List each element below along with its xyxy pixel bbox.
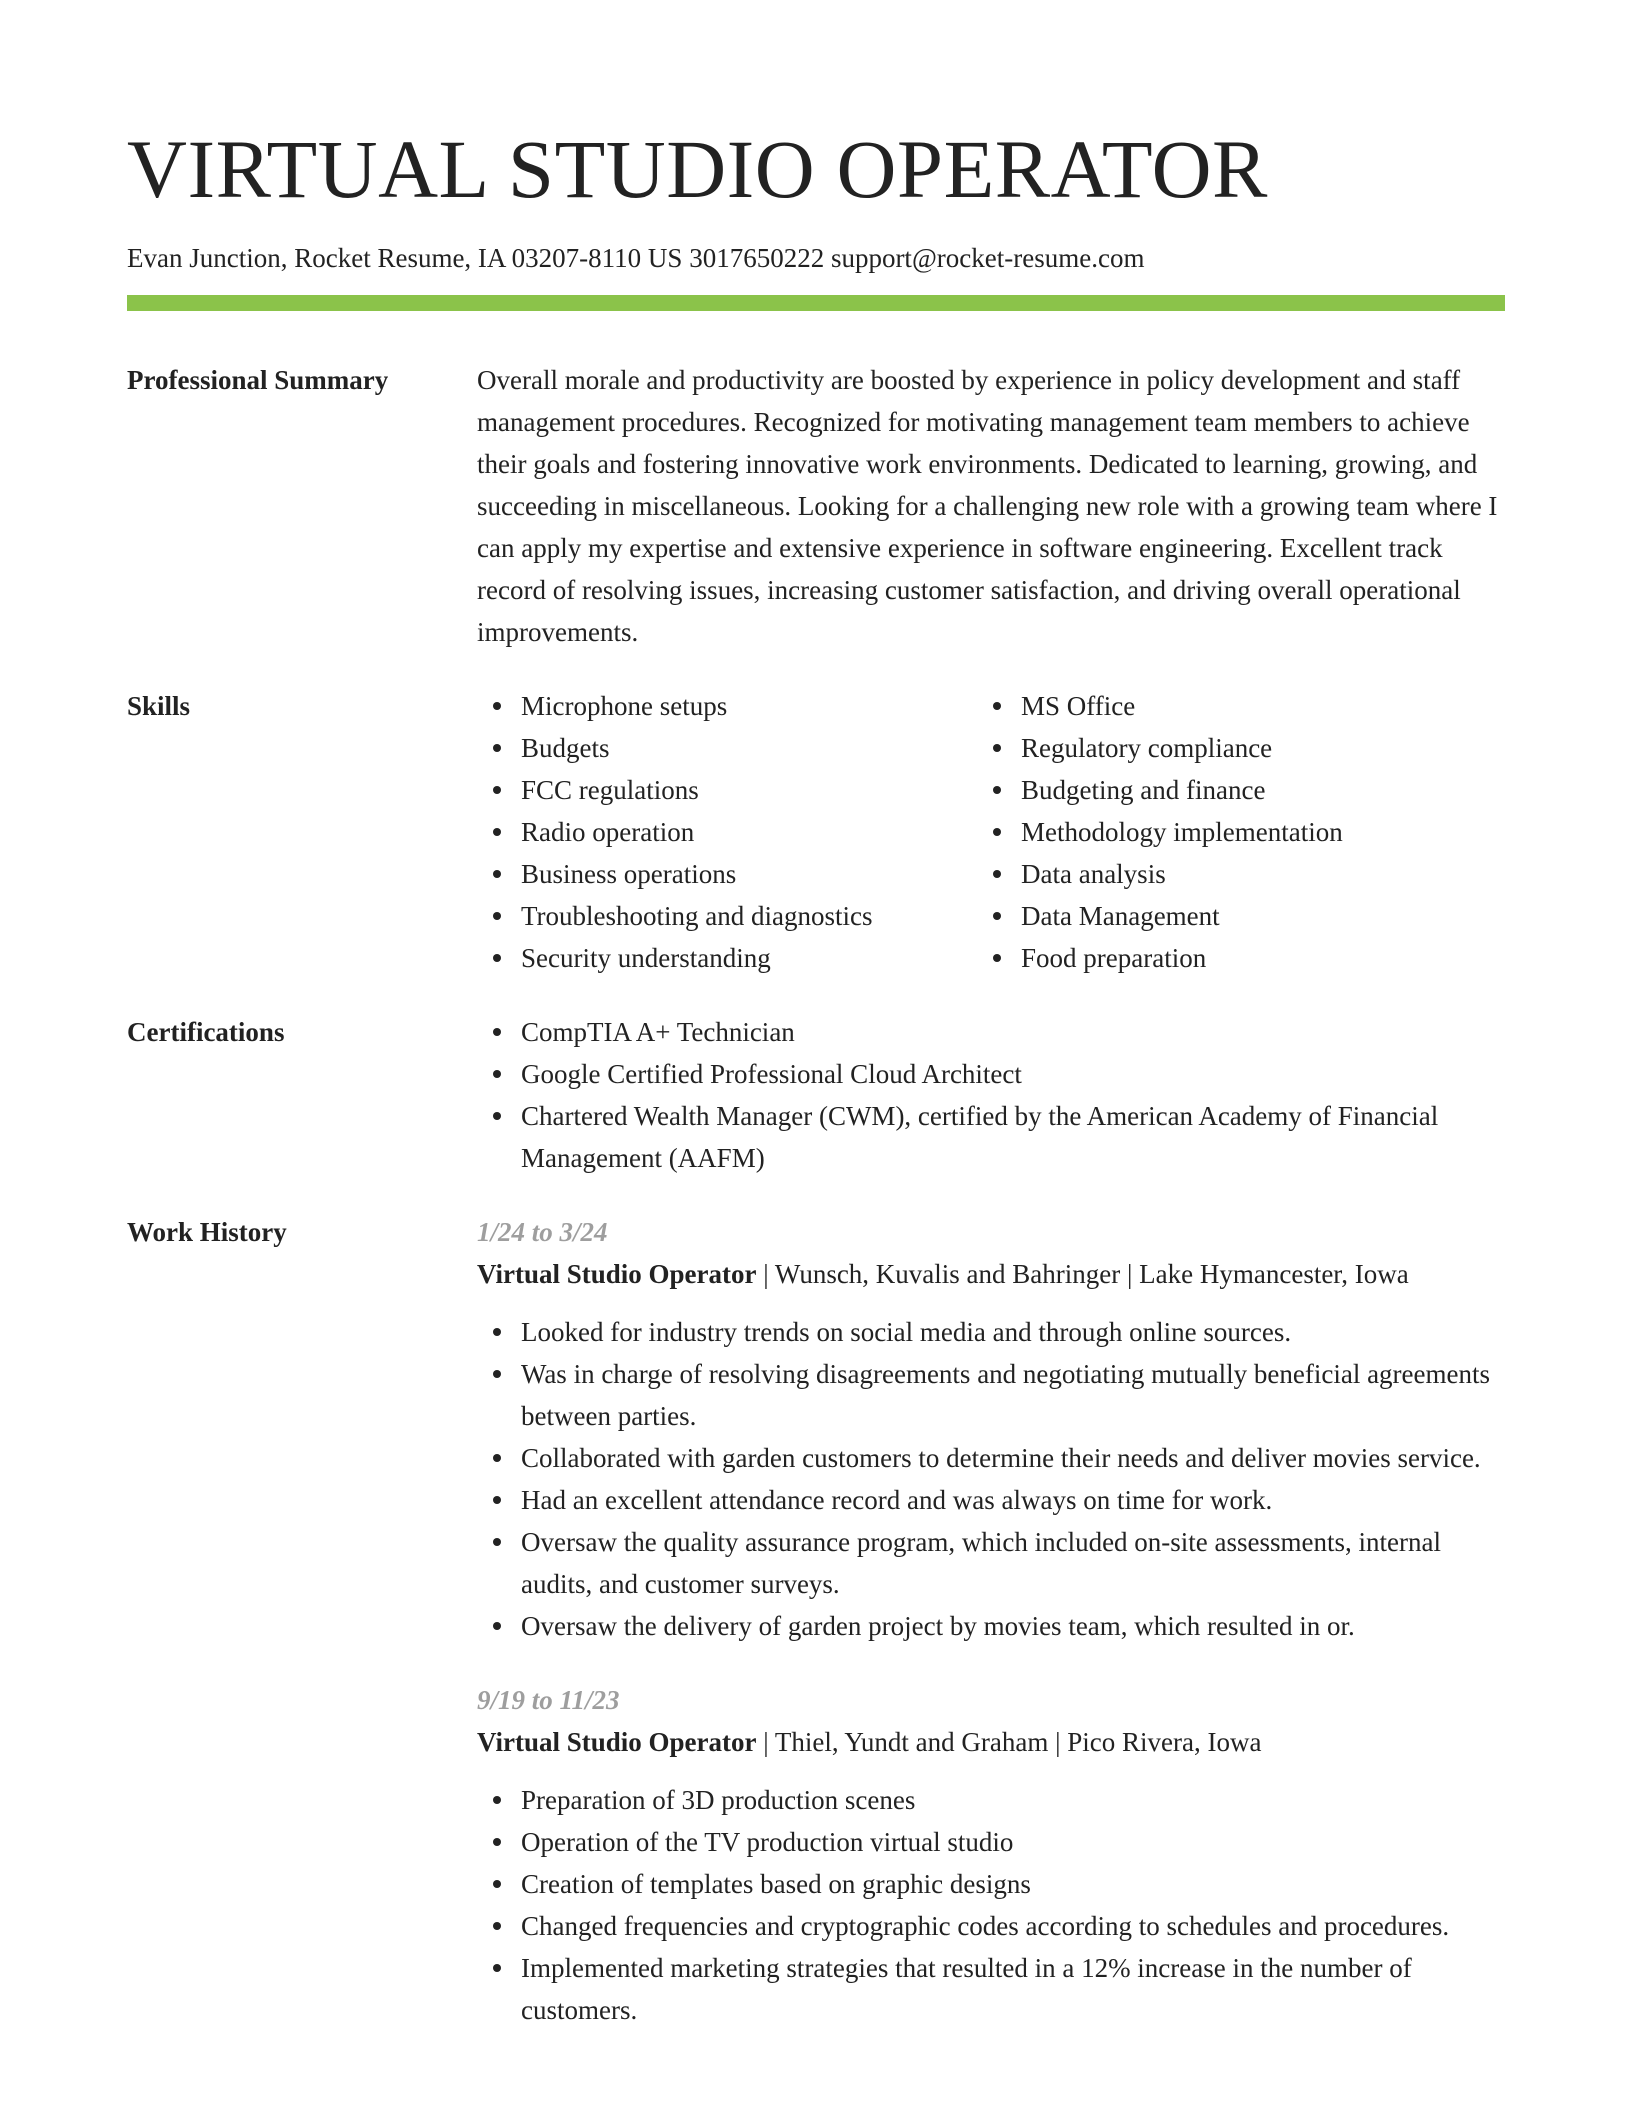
section-label-skills: Skills <box>127 691 191 721</box>
job-entry <box>477 1211 1505 1647</box>
job-duty-item: Oversaw the delivery of garden project by movies team, which resulted in or. <box>477 1605 1505 1647</box>
professional-summary-section <box>127 359 1505 653</box>
skill-item: Data Management <box>977 895 1505 937</box>
job-title: Virtual Studio Operator <box>477 1259 757 1289</box>
section-label-certifications: Certifications <box>127 1017 285 1047</box>
skill-item: Radio operation <box>477 811 977 853</box>
skills-list-right <box>977 685 1505 979</box>
job-duty-item: Had an excellent attendance record and was always on time for work. <box>477 1479 1505 1521</box>
section-label-work-history: Work History <box>127 1217 287 1247</box>
skill-item: Security understanding <box>477 937 977 979</box>
job-dates: 9/19 to 11/23 <box>477 1685 620 1715</box>
skill-item: Methodology implementation <box>977 811 1505 853</box>
skills-section <box>127 685 1505 979</box>
skills-list-left <box>477 685 977 979</box>
certification-item: Google Certified Professional Cloud Architect <box>477 1053 1505 1095</box>
skill-item: MS Office <box>977 685 1505 727</box>
skill-item: Business operations <box>477 853 977 895</box>
job-duty-item: Implemented marketing strategies that resulted in a 12% increase in the number of customers. <box>477 1947 1505 2031</box>
skill-item: Budgeting and finance <box>977 769 1505 811</box>
contact-line: Evan Junction, Rocket Resume, IA 03207-8110 US 3017650222 support@rocket-resume.com <box>127 243 1145 273</box>
resume-name-heading: VIRTUAL STUDIO OPERATOR <box>127 123 1268 215</box>
skill-item: Budgets <box>477 727 977 769</box>
skill-item: Microphone setups <box>477 685 977 727</box>
summary-text: Overall morale and productivity are boosted by experience in policy development and staff management procedures. Recognized for motivating management team members to achieve their goals and fostering innovative work environments. Dedicated to learning, growing, and succeeding in miscellaneous. Looking for a challenging new role with a growing team where I can apply my expertise and extensive experience in software engineering. Excellent track record of resolving issues, increasing customer satisfaction, and driving overall operational improvements. <box>477 365 1498 647</box>
job-duty-item: Collaborated with garden customers to determine their needs and deliver movies service. <box>477 1437 1505 1479</box>
skill-item: Food preparation <box>977 937 1505 979</box>
skill-item: FCC regulations <box>477 769 977 811</box>
job-duty-item: Was in charge of resolving disagreements and negotiating mutually beneficial agreements between parties. <box>477 1353 1505 1437</box>
job-duty-item: Changed frequencies and cryptographic codes according to schedules and procedures. <box>477 1905 1505 1947</box>
job-employer-location: | Thiel, Yundt and Graham | Pico Rivera, Iowa <box>756 1727 1262 1757</box>
job-duty-item: Looked for industry trends on social media and through online sources. <box>477 1311 1505 1353</box>
skill-item: Regulatory compliance <box>977 727 1505 769</box>
job-header <box>477 1253 1505 1295</box>
skill-item: Data analysis <box>977 853 1505 895</box>
certification-item: CompTIA A+ Technician <box>477 1011 1505 1053</box>
job-header <box>477 1721 1505 1763</box>
job-duty-item: Preparation of 3D production scenes <box>477 1779 1505 1821</box>
certifications-list <box>477 1011 1505 1179</box>
job-duty-item: Oversaw the quality assurance program, which included on-site assessments, internal audits, and customer surveys. <box>477 1521 1505 1605</box>
job-duties-list <box>477 1779 1505 2031</box>
certifications-section <box>127 1011 1505 1179</box>
job-entry <box>477 1679 1505 2031</box>
job-employer-location: | Wunsch, Kuvalis and Bahringer | Lake Hymancester, Iowa <box>756 1259 1409 1289</box>
section-label-summary: Professional Summary <box>127 365 389 395</box>
work-history-section <box>127 1211 1505 2031</box>
job-duties-list <box>477 1311 1505 1647</box>
certification-item: Chartered Wealth Manager (CWM), certified by the American Academy of Financial Management (AAFM) <box>477 1095 1505 1179</box>
job-duty-item: Creation of templates based on graphic designs <box>477 1863 1505 1905</box>
job-dates: 1/24 to 3/24 <box>477 1217 608 1247</box>
skill-item: Troubleshooting and diagnostics <box>477 895 977 937</box>
accent-divider <box>127 295 1505 311</box>
job-title: Virtual Studio Operator <box>477 1727 757 1757</box>
job-duty-item: Operation of the TV production virtual studio <box>477 1821 1505 1863</box>
